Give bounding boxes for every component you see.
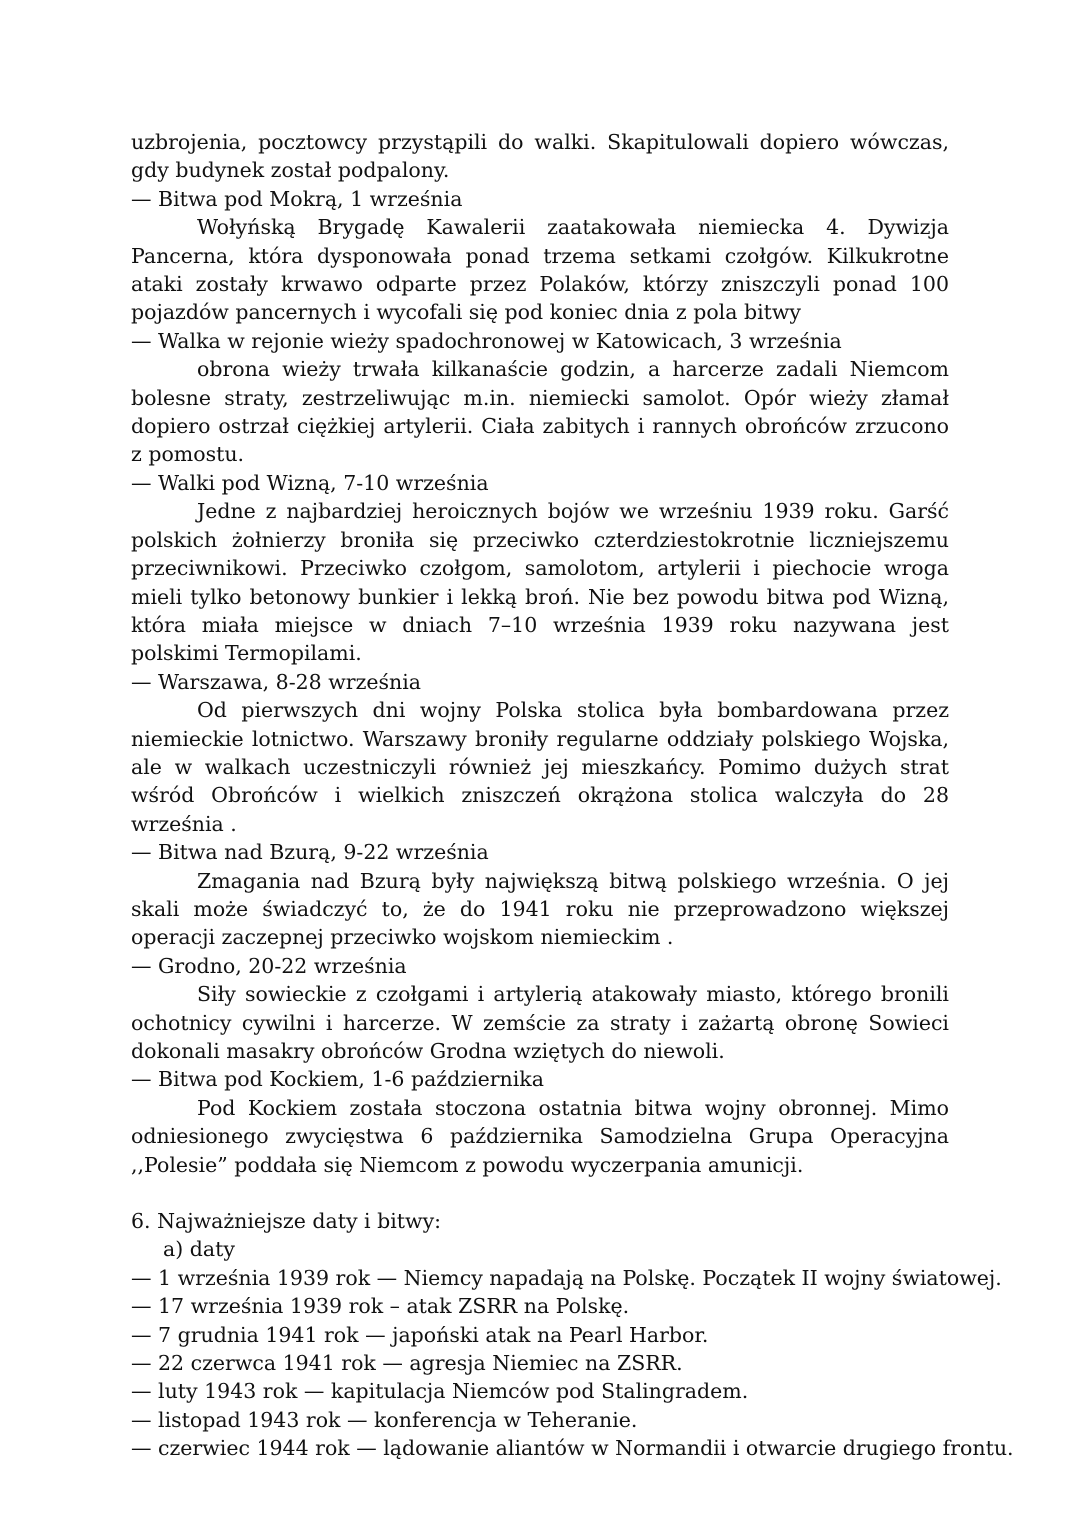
document-page <box>131 128 1014 1463</box>
list-item: — czerwiec 1944 rok — lądowanie aliantów w Normandii i otwarcie drugiego frontu. <box>131 1436 1014 1461</box>
list-item: — 22 czerwca 1941 rok — agresja Niemiec na ZSRR. <box>131 1351 683 1376</box>
list-item: — luty 1943 rok — kapitulacja Niemców pod Stalingradem. <box>131 1379 749 1404</box>
battle-text-kock: Pod Kockiem została stoczona ostatnia bitwa wojny obronnej. Mimo odniesionego zwycięstwa 6 października Samodzielna Grupa Operacyjna ,,Polesie” poddała się Niemcom z powodu wyczerpania amunicji. <box>131 1095 949 1177</box>
battle-text-wizna: Jedne z najbardziej heroicznych bojów we wrześniu 1939 roku. Garść polskich żołnierzy broniła się przeciwko czterdziestokrotnie liczniejszemu przeciwnikowi. Przeciwko czołgom, samolotom, artylerii i piechocie wroga mieli tylko betonowy bunkier i lekką broń. Nie bez powodu bitwa pod Wizną, która miała miejsce w dniach 7–10 września 1939 roku nazywana jest polskimi Termopilami. <box>131 499 949 666</box>
battle-text-bzura: Zmagania nad Bzurą były największą bitwą polskiego września. O jej skali może świadczyć to, że do 1941 roku nie przeprowadzono większej operacji zaczepnej przeciwko wojskom niemieckim . <box>131 868 949 950</box>
intro-paragraph: uzbrojenia, pocztowcy przystąpili do walki. Skapitulowali dopiero wówczas, gdy budynek został podpalony. <box>131 130 949 183</box>
battle-heading-wizna: — Walki pod Wizną, 7-10 września <box>131 470 489 495</box>
section-subhead: a) daty <box>163 1237 235 1262</box>
list-item: — 7 grudnia 1941 rok — japoński atak na Pearl Harbor. <box>131 1322 709 1347</box>
section-title: 6. Najważniejsze daty i bitwy: <box>131 1209 442 1234</box>
battle-heading-grodno: — Grodno, 20-22 września <box>131 953 407 978</box>
dates-list <box>131 1264 1014 1463</box>
battle-heading-kock: — Bitwa pod Kockiem, 1-6 października <box>131 1067 544 1092</box>
battle-heading-bzura: — Bitwa nad Bzurą, 9-22 września <box>131 840 489 865</box>
battle-text-warszawa: Od pierwszych dni wojny Polska stolica była bombardowana przez niemieckie lotnictwo. Warszawy broniły regularne oddziały polskiego Wojska, ale w walkach uczestniczyli również jej mieszkańcy. Pomimo dużych strat wśród Obrońców i wielkich zniszczeń okrążona stolica walczyła do 28 września . <box>131 698 949 836</box>
battle-text-grodno: Siły sowieckie z czołgami i artylerią atakowały miasto, którego bronili ochotnicy cywilni i harcerze. W zemście za straty i zażartą obronę Sowieci dokonali masakry obrońców Grodna wziętych do niewoli. <box>131 982 949 1063</box>
list-item: — listopad 1943 rok — konferencja w Teheranie. <box>131 1407 638 1432</box>
battle-text-mokra: Wołyńską Brygadę Kawalerii zaatakowała niemiecka 4. Dywizja Pancerna, która dysponowała ponad trzema setkami czołgów. Kilkukrotne ataki zostały krwawo odparte przez Polaków, którzy zniszczyli ponad 100 pojazdów pancernych i wycofali się pod koniec dnia z pola bitwy <box>131 215 949 325</box>
list-item: — 1 września 1939 rok — Niemcy napadają na Polskę. Początek II wojny światowej. <box>131 1265 1002 1290</box>
battle-heading-katowice: — Walka w rejonie wieży spadochronowej w Katowicach, 3 września <box>131 328 842 353</box>
battle-heading-mokra: — Bitwa pod Mokrą, 1 września <box>131 186 463 211</box>
battle-heading-warszawa: — Warszawa, 8-28 września <box>131 669 422 694</box>
list-item: — 17 września 1939 rok – atak ZSRR na Polskę. <box>131 1294 630 1319</box>
battle-text-katowice: obrona wieży trwała kilkanaście godzin, a harcerze zadali Niemcom bolesne straty, zestrzeliwując m.in. niemiecki samolot. Opór wieży złamał dopiero ostrzał ciężkiej artylerii. Ciała zabitych i rannych obrońców zrzucono z pomostu. <box>131 357 949 467</box>
